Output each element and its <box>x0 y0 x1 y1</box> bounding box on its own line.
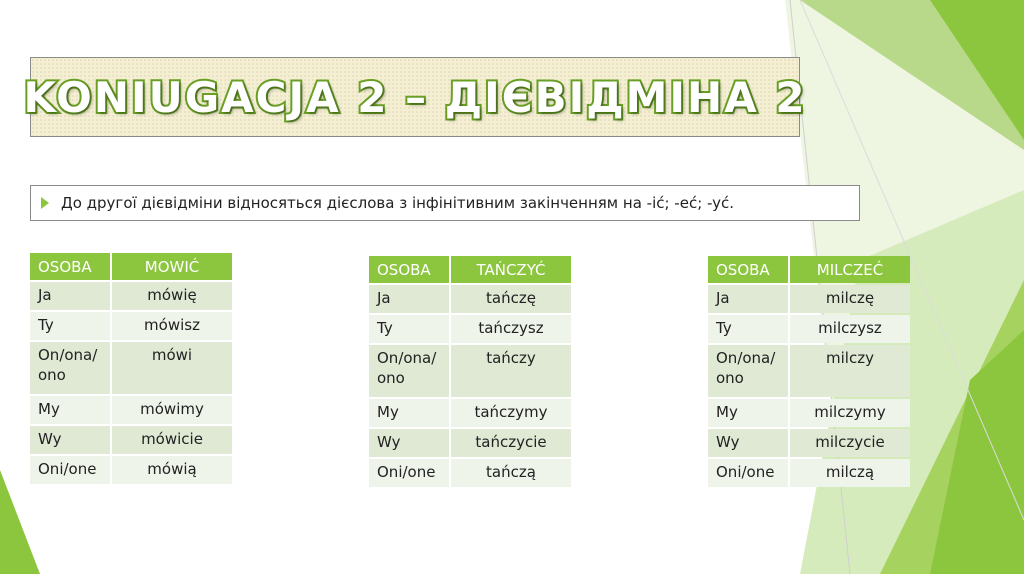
conjugation-table-tanczyc <box>367 254 573 489</box>
person-cell: Ty <box>30 312 110 340</box>
table-row <box>30 282 232 310</box>
table-row <box>369 345 571 397</box>
table-row <box>30 312 232 340</box>
person-cell: On/ona/ ono <box>708 345 788 397</box>
person-cell: Wy <box>369 429 449 457</box>
form-cell: milczymy <box>790 399 910 427</box>
person-cell: Wy <box>708 429 788 457</box>
table-row <box>30 396 232 424</box>
table-row <box>708 399 910 427</box>
header-osoba: OSOBA <box>30 253 110 280</box>
form-cell: milczę <box>790 285 910 313</box>
table-row <box>708 459 910 487</box>
form-cell: tańczy <box>451 345 571 397</box>
person-cell: Ja <box>30 282 110 310</box>
form-cell: milczy <box>790 345 910 397</box>
table-row <box>708 315 910 343</box>
person-cell: On/ona/ ono <box>30 342 110 394</box>
person-cell: Oni/one <box>30 456 110 484</box>
table-row <box>369 399 571 427</box>
form-cell: milczą <box>790 459 910 487</box>
person-cell: On/ona/ ono <box>369 345 449 397</box>
header-verb: MILCZEĆ <box>790 256 910 283</box>
person-cell: Wy <box>30 426 110 454</box>
form-cell: mówię <box>112 282 232 310</box>
title-banner <box>23 57 807 137</box>
bullet-arrow-icon <box>41 197 49 209</box>
bullet-text: До другої дієвідміни відносяться дієслова з інфінітивним закінченням на -ić; -eć; -yć. <box>61 194 735 212</box>
table-row <box>708 429 910 457</box>
person-cell: Ja <box>369 285 449 313</box>
table-header-row <box>369 256 571 283</box>
conjugation-table-mowic <box>28 251 234 486</box>
form-cell: milczycie <box>790 429 910 457</box>
form-cell: mówisz <box>112 312 232 340</box>
form-cell: milczysz <box>790 315 910 343</box>
person-cell: My <box>369 399 449 427</box>
table-header-row <box>30 253 232 280</box>
person-cell: Ja <box>708 285 788 313</box>
header-verb: MOWIĆ <box>112 253 232 280</box>
table-row <box>708 345 910 397</box>
table-row <box>369 285 571 313</box>
header-osoba: OSOBA <box>708 256 788 283</box>
slide-title: KONIUGACJA 2 – ДІЄВІДМІНА 2 <box>23 72 807 122</box>
table-row <box>369 315 571 343</box>
table-row <box>369 459 571 487</box>
form-cell: mówią <box>112 456 232 484</box>
form-cell: mówicie <box>112 426 232 454</box>
table-row <box>369 429 571 457</box>
person-cell: Ty <box>708 315 788 343</box>
form-cell: mówi <box>112 342 232 394</box>
table-row <box>30 456 232 484</box>
bullet-box <box>30 185 860 221</box>
form-cell: tańczycie <box>451 429 571 457</box>
person-cell: Ty <box>369 315 449 343</box>
table-row <box>30 342 232 394</box>
header-osoba: OSOBA <box>369 256 449 283</box>
person-cell: Oni/one <box>369 459 449 487</box>
table-row <box>30 426 232 454</box>
header-verb: TAŃCZYĆ <box>451 256 571 283</box>
form-cell: tańczymy <box>451 399 571 427</box>
form-cell: tańczysz <box>451 315 571 343</box>
person-cell: My <box>708 399 788 427</box>
form-cell: tańczę <box>451 285 571 313</box>
form-cell: mówimy <box>112 396 232 424</box>
person-cell: Oni/one <box>708 459 788 487</box>
person-cell: My <box>30 396 110 424</box>
form-cell: tańczą <box>451 459 571 487</box>
table-header-row <box>708 256 910 283</box>
table-row <box>708 285 910 313</box>
conjugation-table-milczec <box>706 254 912 489</box>
